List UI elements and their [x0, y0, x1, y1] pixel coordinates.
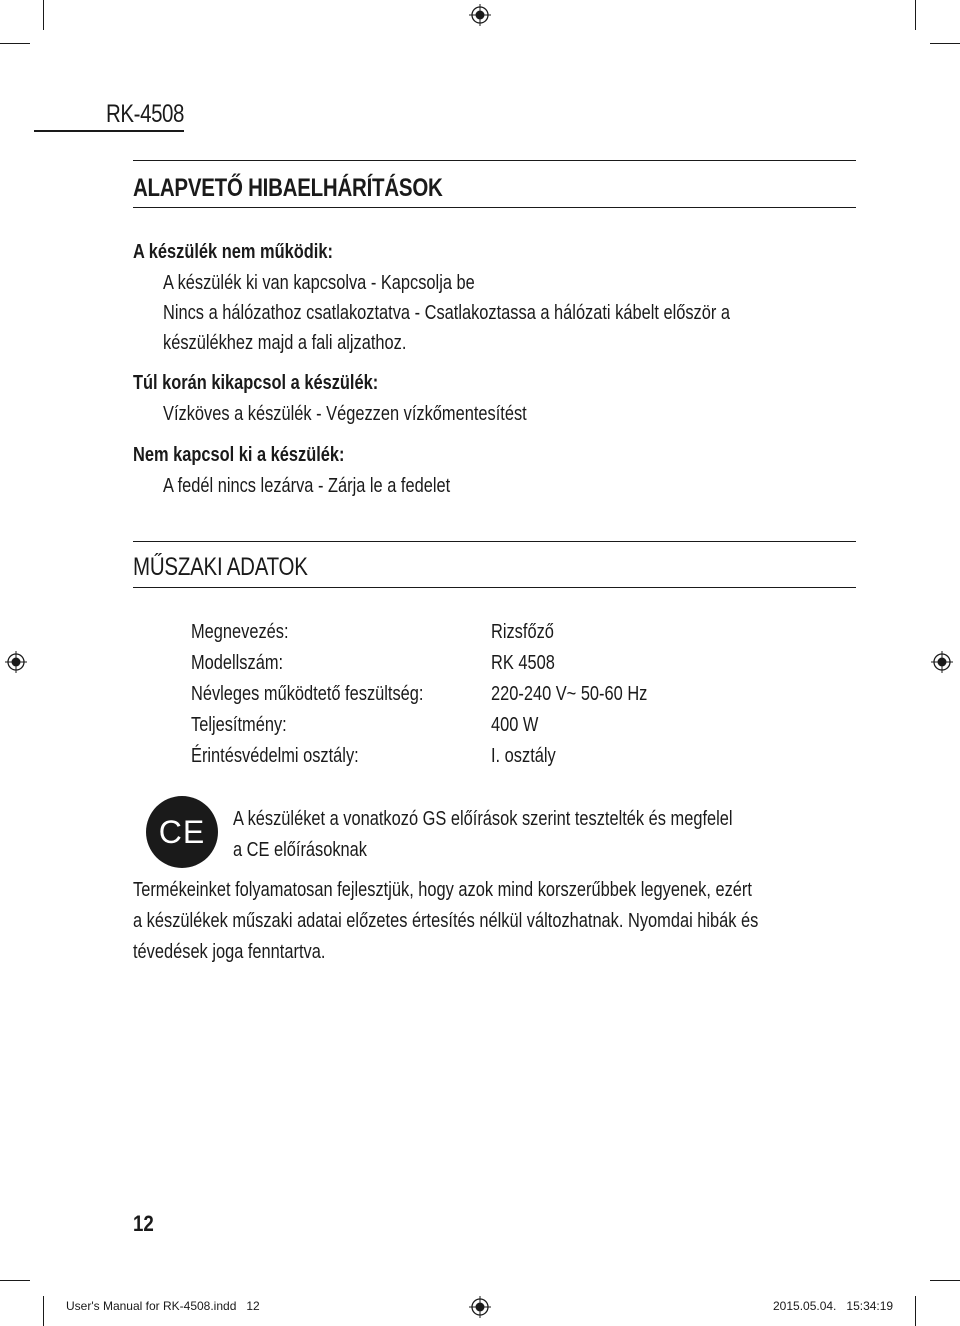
model-number: RK-4508: [106, 100, 185, 128]
notice-text: tévedések joga fenntartva.: [133, 941, 326, 963]
slug-timestamp: 2015.05.04. 15:34:19: [773, 1299, 894, 1313]
page-number: 12: [133, 1211, 154, 1236]
registration-mark-icon: [469, 1296, 491, 1318]
section-rule: [133, 587, 856, 588]
notice-text: Termékeinket folyamatosan fejlesztjük, hogy azok mind korszerűbbek legyenek, ezért: [133, 879, 752, 901]
spec-name: Érintésvédelmi osztály:: [191, 745, 359, 767]
ce-text: a CE előírásoknak: [233, 839, 368, 861]
crop-mark-bottom-right-v: [915, 1296, 916, 1326]
troubleshooting-title: ALAPVETŐ HIBAELHÁRÍTÁSOK: [133, 174, 443, 202]
crop-mark-top-right-v: [915, 0, 916, 30]
issue-line: A készülék ki van kapcsolva - Kapcsolja be: [163, 272, 475, 294]
spec-value: 220-240 V~ 50-60 Hz: [491, 683, 648, 705]
spec-value: I. osztály: [491, 745, 556, 767]
section-rule: [133, 160, 856, 161]
registration-mark-icon: [5, 651, 27, 673]
ce-text: A készüléket a vonatkozó GS előírások szerint tesztelték és megfelel: [233, 808, 733, 830]
spec-name: Névleges működtető feszültség:: [191, 683, 424, 705]
spec-name: Teljesítmény:: [191, 714, 287, 736]
issue-label: Túl korán kikapcsol a készülék:: [133, 372, 379, 394]
issue-label: Nem kapcsol ki a készülék:: [133, 444, 345, 466]
crop-mark-top-right-h: [930, 43, 960, 44]
crop-mark-top-left-v: [43, 0, 44, 30]
notice-text: a készülékek műszaki adatai előzetes értesítés nélkül változhatnak. Nyomdai hibák és: [133, 910, 759, 932]
crop-mark-bottom-left-h: [0, 1280, 30, 1281]
crop-mark-top-left-h: [0, 43, 30, 44]
spec-value: Rizsfőző: [491, 621, 554, 643]
registration-mark-icon: [931, 651, 953, 673]
issue-line: készülékhez majd a fali aljzathoz.: [163, 332, 407, 354]
specs-title: MŰSZAKI ADATOK: [133, 553, 308, 581]
section-rule: [133, 541, 856, 542]
issue-line: A fedél nincs lezárva - Zárja le a fedelet: [163, 475, 451, 497]
spec-value: 400 W: [491, 714, 539, 736]
section-rule: [133, 207, 856, 208]
ce-mark-text: CE: [158, 814, 206, 850]
spec-name: Modellszám:: [191, 652, 284, 674]
slug-filename: User's Manual for RK-4508.indd 12: [66, 1299, 260, 1313]
crop-mark-bottom-right-h: [930, 1280, 960, 1281]
crop-mark-bottom-left-v: [43, 1296, 44, 1326]
header-underline: [34, 130, 184, 132]
ce-mark-icon: [146, 796, 218, 868]
spec-name: Megnevezés:: [191, 621, 289, 643]
spec-value: RK 4508: [491, 652, 555, 674]
issue-line: Nincs a hálózathoz csatlakoztatva - Csatlakoztassa a hálózati kábelt először a: [163, 302, 731, 324]
issue-line: Vízköves a készülék - Végezzen vízkőmentesítést: [163, 403, 527, 425]
registration-mark-icon: [469, 4, 491, 26]
issue-label: A készülék nem működik:: [133, 241, 333, 263]
